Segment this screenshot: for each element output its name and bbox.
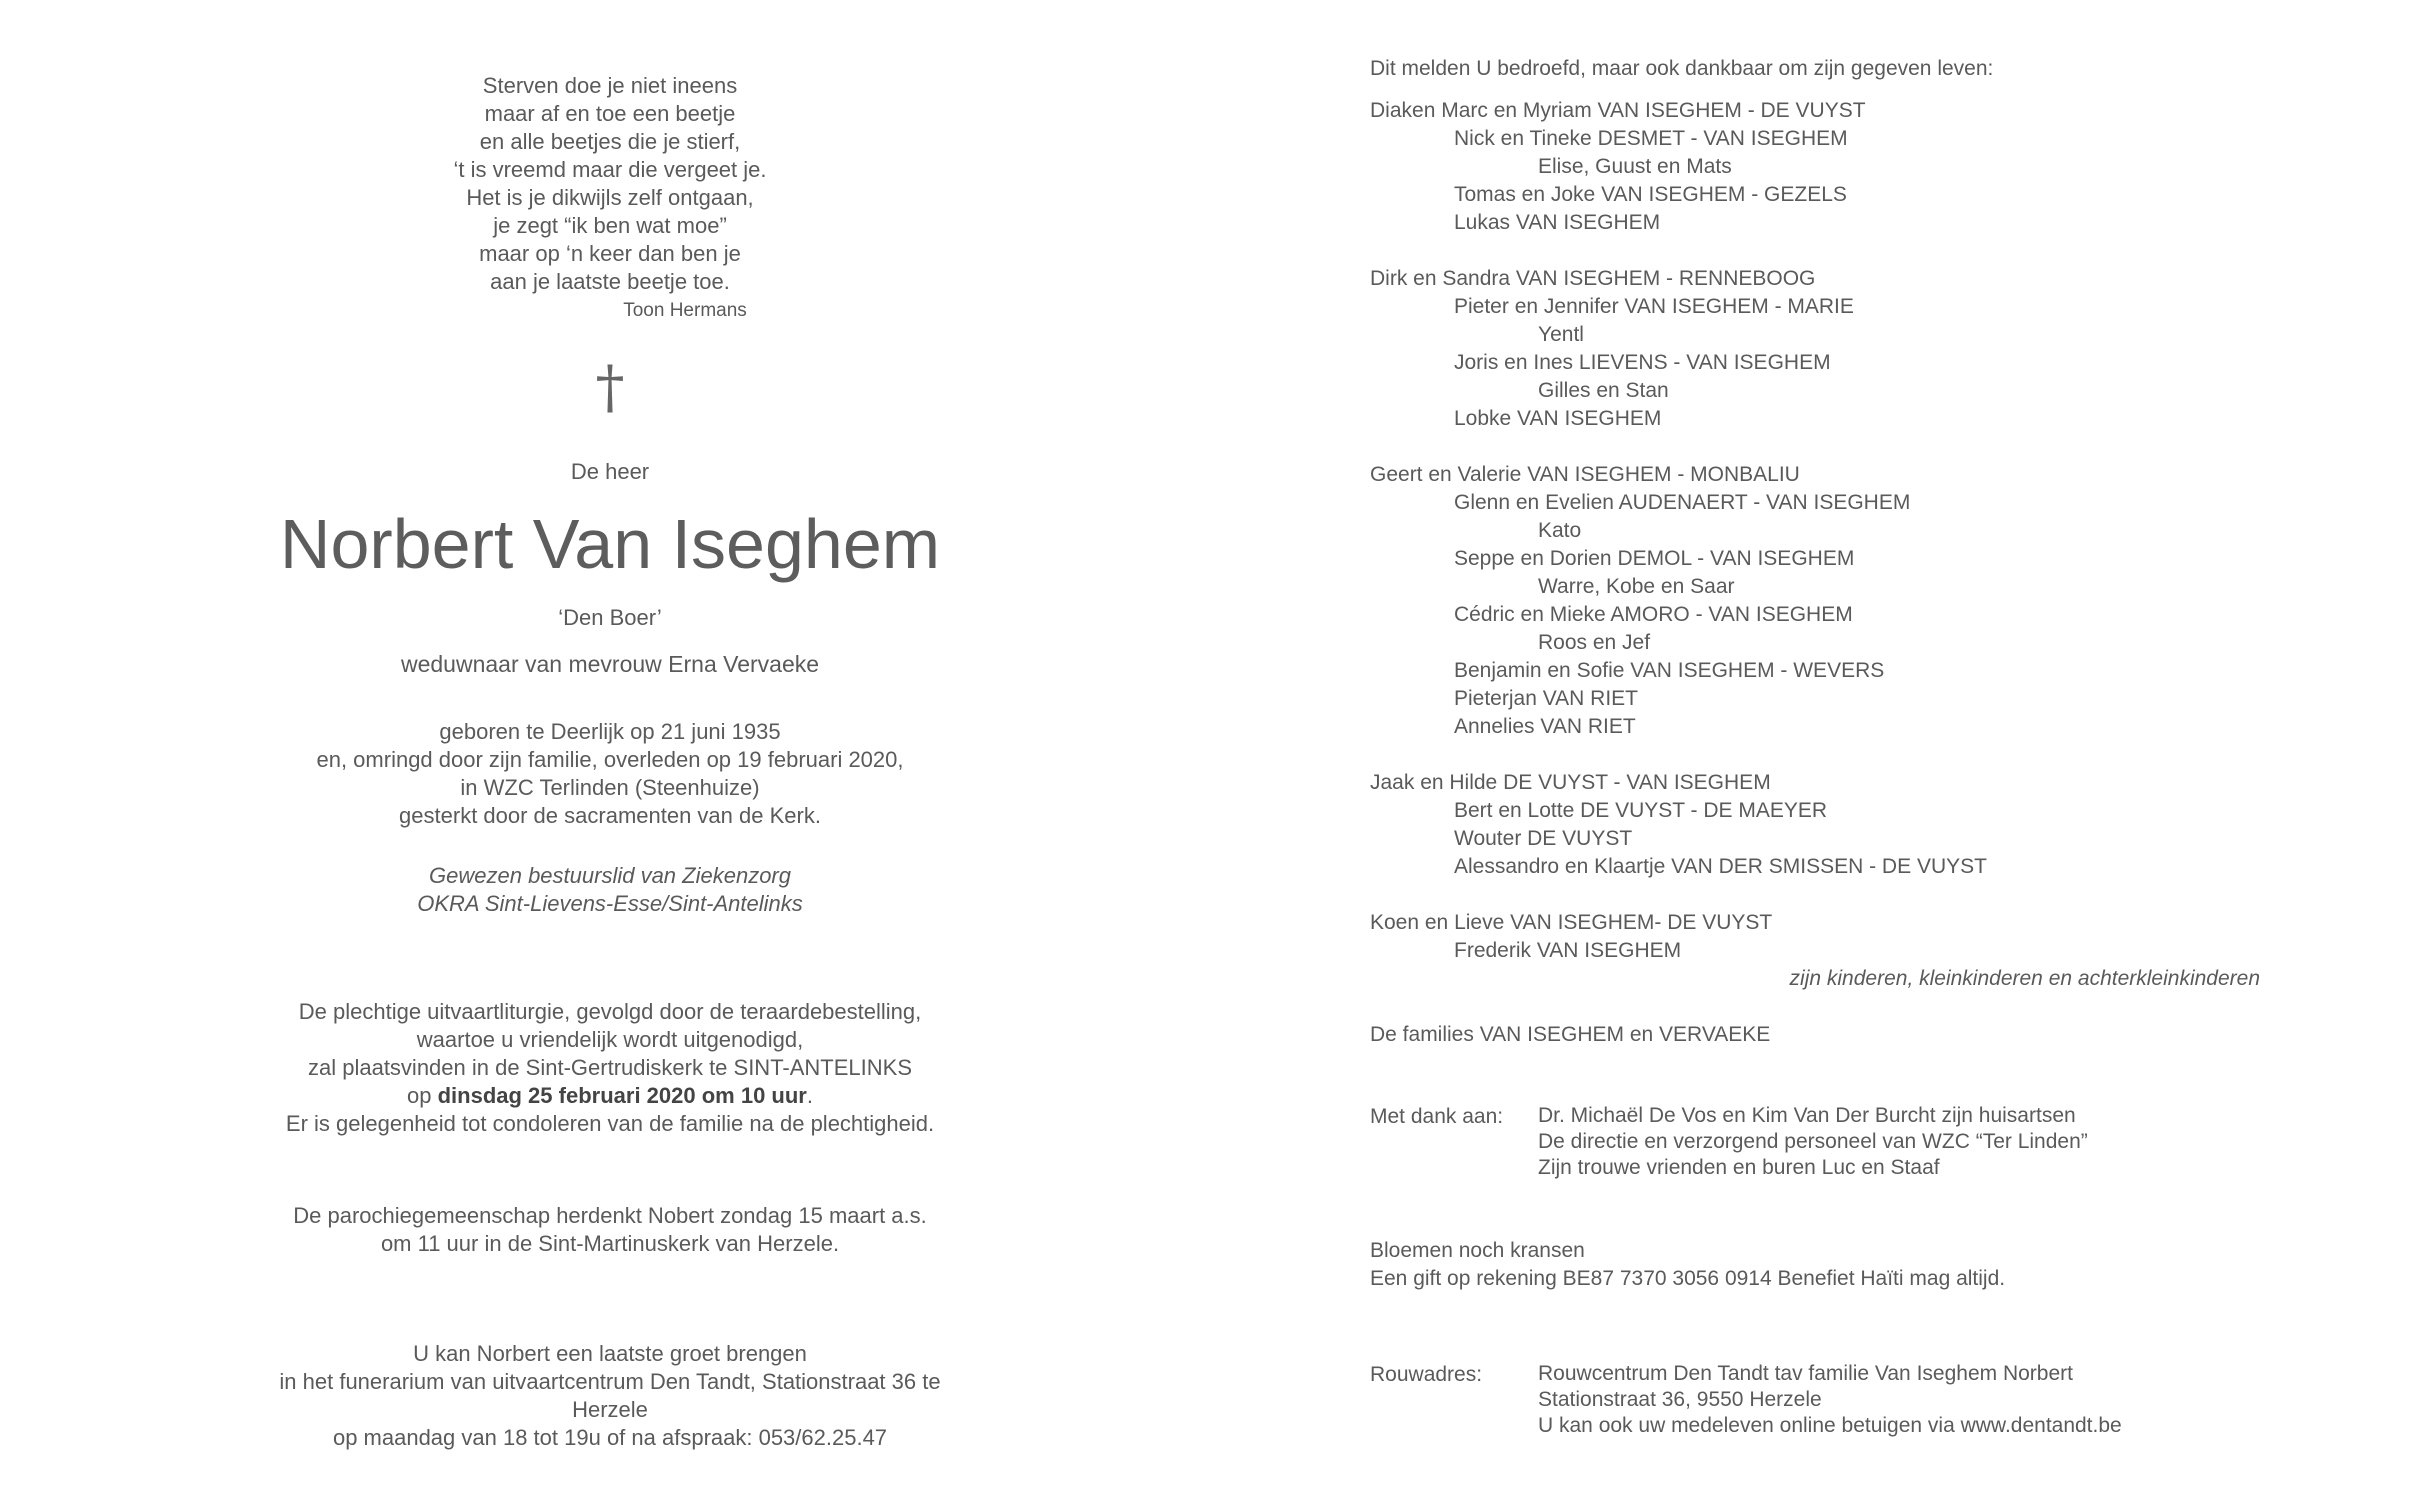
family-group: [1370, 461, 2370, 741]
role-details: [240, 862, 980, 918]
family-member: Annelies VAN RIET: [1454, 715, 1636, 738]
poem-line: maar op ‘n keer dan ben je: [479, 241, 741, 266]
poem-author: Toon Hermans: [623, 300, 747, 321]
family-member: Gilles en Stan: [1538, 379, 1669, 402]
funeral-line: zal plaatsvinden in de Sint-Gertrudiskerk te SINT-ANTELINKS: [307, 1055, 913, 1080]
left-panel: [240, 72, 980, 1452]
deceased-title: De heer: [570, 459, 650, 484]
parish-line: om 11 uur in de Sint-Martinuskerk van Herzele.: [380, 1231, 840, 1256]
family-member: Benjamin en Sofie VAN ISEGHEM - WEVERS: [1454, 659, 1885, 682]
family-member: Alessandro en Klaartje VAN DER SMISSEN - DE VUYST: [1454, 855, 1987, 878]
poem-line: en alle beetjes die je stierf,: [479, 129, 741, 154]
family-signoff: zijn kinderen, kleinkinderen en achterkleinkinderen: [1789, 967, 2260, 990]
family-member: Tomas en Joke VAN ISEGHEM - GEZELS: [1454, 183, 1847, 206]
birth-line: geboren te Deerlijk op 21 juni 1935: [439, 719, 781, 744]
family-head: Dirk en Sandra VAN ISEGHEM - RENNEBOOG: [1370, 267, 1816, 290]
family-member: Nick en Tineke DESMET - VAN ISEGHEM: [1454, 127, 1848, 150]
poem: [240, 72, 980, 324]
address-section: [1370, 1361, 2370, 1439]
family-member: Roos en Jef: [1538, 631, 1651, 654]
address-line: Rouwcentrum Den Tandt tav familie Van Iseghem Norbert: [1538, 1362, 2073, 1385]
family-member: Yentl: [1538, 323, 1584, 346]
family-head: Geert en Valerie VAN ISEGHEM - MONBALIU: [1370, 463, 1800, 486]
family-member: Lobke VAN ISEGHEM: [1454, 407, 1662, 430]
poem-line: Het is je dikwijls zelf ontgaan,: [466, 185, 754, 210]
widower-line: weduwnaar van mevrouw Erna Vervaeke: [400, 651, 820, 677]
parish-details: [240, 1202, 980, 1258]
visit-line: in het funerarium van uitvaartcentrum Den Tandt, Stationstraat 36 te Herzele: [279, 1369, 941, 1422]
family-member: Pieter en Jennifer VAN ISEGHEM - MARIE: [1454, 295, 1854, 318]
other-families: [1370, 1021, 2370, 1049]
cross-icon: †: [595, 353, 625, 421]
poem-line: Sterven doe je niet ineens: [482, 73, 738, 98]
thanks-values: [1538, 1103, 2088, 1181]
family-member: Wouter DE VUYST: [1454, 827, 1633, 850]
thanks-line: Dr. Michaël De Vos en Kim Van Der Burcht zijn huisartsen: [1538, 1104, 2076, 1127]
family-member: Pieterjan VAN RIET: [1454, 687, 1639, 710]
address-values: [1538, 1361, 2122, 1439]
family-group: [1370, 265, 2370, 433]
family-group: [1370, 97, 2370, 237]
family-member: Elise, Guust en Mats: [1538, 155, 1732, 178]
family-member: Joris en Ines LIEVENS - VAN ISEGHEM: [1454, 351, 1831, 374]
poem-line: ‘t is vreemd maar die vergeet je.: [453, 157, 767, 182]
thanks-section: [1370, 1103, 2370, 1181]
poem-line: maar af en toe een beetje: [484, 101, 736, 126]
thanks-line: De directie en verzorgend personeel van WZC “Ter Linden”: [1538, 1130, 2088, 1153]
flowers-section: [1370, 1237, 2370, 1293]
address-label: Rouwadres:: [1370, 1363, 1483, 1386]
family-member: Frederik VAN ISEGHEM: [1454, 939, 1682, 962]
family-group: [1370, 909, 2370, 993]
family-member: Lukas VAN ISEGHEM: [1454, 211, 1661, 234]
family-member: Cédric en Mieke AMORO - VAN ISEGHEM: [1454, 603, 1853, 626]
visit-details: [240, 1340, 980, 1452]
poem-line: aan je laatste beetje toe.: [490, 269, 730, 294]
funeral-date-line: [240, 1082, 980, 1110]
poem-line: je zegt “ik ben wat moe”: [493, 213, 727, 238]
death-place-line: in WZC Terlinden (Steenhuize): [460, 775, 760, 800]
address-line: Stationstraat 36, 9550 Herzele: [1538, 1388, 1822, 1411]
funeral-details: [240, 998, 980, 1138]
funeral-date-suffix: .: [806, 1083, 813, 1108]
family-member: Seppe en Dorien DEMOL - VAN ISEGHEM: [1454, 547, 1855, 570]
funeral-date-prefix: op: [407, 1083, 438, 1108]
life-details: [240, 718, 980, 830]
visit-line: op maandag van 18 tot 19u of na afspraak: 053/62.25.47: [332, 1425, 888, 1450]
family-head: Koen en Lieve VAN ISEGHEM- DE VUYST: [1370, 911, 1773, 934]
thanks-label: Met dank aan:: [1370, 1105, 1504, 1128]
condolence-line: Er is gelegenheid tot condoleren van de familie na de plechtigheid.: [285, 1111, 935, 1136]
family-head: Diaken Marc en Myriam VAN ISEGHEM - DE VUYST: [1370, 99, 1866, 122]
family-group: [1370, 769, 2370, 881]
role-line: Gewezen bestuurslid van Ziekenzorg: [429, 863, 791, 888]
visit-line: U kan Norbert een laatste groet brengen: [413, 1341, 807, 1366]
gift-line: Een gift op rekening BE87 7370 3056 0914 Benefiet Haïti mag altijd.: [1370, 1267, 2006, 1290]
death-line: en, omringd door zijn familie, overleden op 19 februari 2020,: [316, 747, 904, 772]
deceased-name: Norbert Van Iseghem: [279, 505, 941, 583]
address-line: U kan ook uw medeleven online betuigen via www.dentandt.be: [1538, 1414, 2122, 1437]
family-member: Warre, Kobe en Saar: [1538, 575, 1735, 598]
funeral-line: waartoe u vriendelijk wordt uitgenodigd,: [416, 1027, 804, 1052]
sacraments-line: gesterkt door de sacramenten van de Kerk.: [399, 803, 821, 828]
thanks-line: Zijn trouwe vrienden en buren Luc en Staaf: [1538, 1156, 1940, 1179]
funeral-date: dinsdag 25 februari 2020 om 10 uur: [437, 1083, 807, 1108]
deceased-nickname: ‘Den Boer’: [558, 605, 662, 630]
right-panel: [1370, 55, 2370, 1439]
family-member: Bert en Lotte DE VUYST - DE MAEYER: [1454, 799, 1828, 822]
parish-line: De parochiegemeenschap herdenkt Nobert zondag 15 maart a.s.: [293, 1203, 927, 1228]
announcement: Dit melden U bedroefd, maar ook dankbaar om zijn gegeven leven:: [1370, 57, 1994, 80]
other-families-line: De families VAN ISEGHEM en VERVAEKE: [1370, 1023, 1771, 1046]
role-line: OKRA Sint-Lievens-Esse/Sint-Antelinks: [417, 891, 803, 916]
funeral-line: De plechtige uitvaartliturgie, gevolgd door de teraardebestelling,: [298, 999, 922, 1024]
family-member: Kato: [1538, 519, 1582, 542]
family-head: Jaak en Hilde DE VUYST - VAN ISEGHEM: [1370, 771, 1771, 794]
flowers-line: Bloemen noch kransen: [1370, 1239, 1585, 1262]
family-member: Glenn en Evelien AUDENAERT - VAN ISEGHEM: [1454, 491, 1911, 514]
